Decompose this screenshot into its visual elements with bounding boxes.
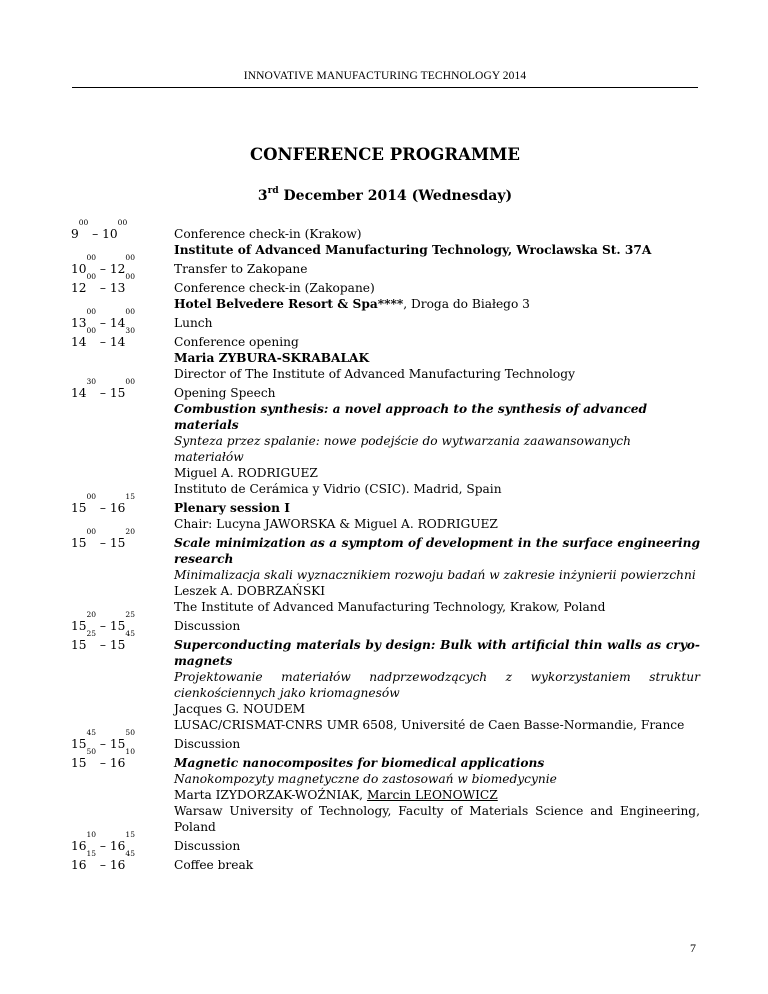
speaker-role: Director of The Institute of Advanced Manufacturing Technology [174, 367, 575, 381]
day-number: 3 [257, 188, 268, 204]
time-slot: $16^{15} - 16^{45}$ [71, 849, 135, 872]
day-date: December 2014 (Wednesday) [278, 188, 513, 204]
session-description [174, 838, 700, 854]
session-description [174, 261, 700, 277]
talk-title: Combustion synthesis: a novel approach to the synthesis of advanced materials [174, 402, 648, 432]
session-label: Conference check-in (Zakopane) [174, 281, 375, 295]
time-slot: $10^{00} - 12^{00}$ [71, 253, 135, 276]
talk-affiliation: LUSAC/CRISMAT-CNRS UMR 6508, Université de Caen Basse-Normandie, France [174, 718, 685, 732]
talk-title: Magnetic nanocomposites for biomedical applications [174, 756, 545, 770]
time-slot: $15^{50} - 16^{10}$ [71, 747, 135, 770]
time-slot: $16^{10} - 16^{15}$ [71, 830, 135, 853]
running-header: INNOVATIVE MANUFACTURING TECHNOLOGY 2014 [243, 70, 527, 82]
programme-row [71, 218, 701, 258]
programme-row [71, 527, 701, 615]
talk-title-polish: Nanokompozyty magnetyczne do zastosowań w biomedycynie [174, 772, 557, 786]
programme-list [71, 218, 701, 876]
session-description [174, 637, 700, 733]
talk-title-polish: Synteza przez spalanie: nowe podejście do wytwarzania zaawansowanych materiałów [174, 434, 631, 464]
programme-row [71, 629, 701, 733]
programme-row [71, 492, 701, 532]
header-rule [72, 87, 698, 88]
time-slot: $14^{30} - 15^{00}$ [71, 377, 135, 400]
programme-row [71, 272, 701, 312]
talk-title-polish: Projektowanie materiałów nadprzewodzących z wykorzystaniem struktur cienkościennych jako kriomagnesów [174, 670, 700, 700]
session-label: Transfer to Zakopane [174, 262, 308, 276]
session-label: Conference opening [174, 335, 299, 349]
time-slot: $15^{00} - 16^{15}$ [71, 492, 135, 515]
talk-affiliation: Instituto de Cerámica y Vidrio (CSIC). Madrid, Spain [174, 482, 502, 496]
talk-author: Jacques G. NOUDEM [174, 702, 306, 716]
session-description [174, 500, 700, 532]
talk-title-polish: Minimalizacja skali wyznacznikiem rozwoju badań w zakresie inżynierii powierzchni [174, 568, 696, 582]
time-slot: $15^{00} - 15^{20}$ [71, 527, 135, 550]
talk-author: Leszek A. DOBRZAŃSKI [174, 584, 326, 598]
talk-authors [174, 787, 700, 803]
programme-row [71, 253, 701, 277]
session-label: Discussion [174, 839, 241, 853]
session-description [174, 280, 700, 312]
time-slot: $15^{20} - 15^{25}$ [71, 610, 135, 633]
session-label: Discussion [174, 619, 241, 633]
programme-row [71, 610, 701, 634]
time-slot: $15^{25} - 15^{45}$ [71, 629, 135, 652]
programme-row [71, 307, 701, 331]
programme-row [71, 747, 701, 835]
session-description [174, 226, 700, 258]
day-suffix: rd [267, 186, 279, 197]
venue [174, 296, 700, 312]
session-description [174, 857, 700, 873]
programme-row [71, 326, 701, 382]
time-slot: $12^{00} - 13^{00}$ [71, 272, 135, 295]
talk-title: Superconducting materials by design: Bulk with artificial thin walls as cryo-magnets [174, 638, 700, 668]
session-description [174, 535, 700, 615]
session-label: Discussion [174, 737, 241, 751]
talk-author: Marta IZYDORZAK-WOŹNIAK, [174, 788, 367, 802]
page-number: 7 [690, 941, 696, 955]
session-description [174, 334, 700, 382]
session-label: Conference check-in (Krakow) [174, 227, 362, 241]
venue: Institute of Advanced Manufacturing Technology, Wroclawska St. 37A [174, 243, 652, 257]
programme-row [71, 377, 701, 497]
speaker: Maria ZYBURA-SKRABALAK [174, 351, 370, 365]
session-label: Coffee break [174, 858, 254, 872]
presenting-author: Marcin LEONOWICZ [366, 788, 498, 802]
talk-author: Miguel A. RODRIGUEZ [174, 466, 318, 480]
session-label: Opening Speech [174, 386, 276, 400]
session-chair: Chair: Lucyna JAWORSKA & Miguel A. RODRIGUEZ [174, 517, 498, 531]
venue-address: , Droga do Białego 3 [403, 297, 530, 311]
session-label: Lunch [174, 316, 213, 330]
time-slot: $15^{45} - 15^{50}$ [71, 728, 135, 751]
talk-affiliation: Warsaw University of Technology, Faculty of Materials Science and Engineering, Poland [174, 804, 700, 834]
programme-row [71, 849, 701, 873]
page-title: CONFERENCE PROGRAMME [250, 145, 520, 164]
session-description [174, 755, 700, 835]
time-slot: $14^{00} - 14^{30}$ [71, 326, 135, 349]
session-description [174, 315, 700, 331]
venue-name: Hotel Belvedere Resort & Spa**** [174, 297, 404, 311]
session-description [174, 736, 700, 752]
session-description [174, 618, 700, 634]
talk-title: Scale minimization as a symptom of development in the surface engineering research [174, 536, 700, 566]
talk-affiliation: The Institute of Advanced Manufacturing Technology, Krakow, Poland [174, 600, 606, 614]
programme-row [71, 830, 701, 854]
session-label: Plenary session I [174, 501, 290, 515]
programme-row [71, 728, 701, 752]
time-slot: $9^{00} - 10^{00}$ [71, 218, 128, 241]
session-description [174, 385, 700, 497]
day-heading [72, 188, 698, 204]
time-slot: $13^{00} - 14^{00}$ [71, 307, 135, 330]
